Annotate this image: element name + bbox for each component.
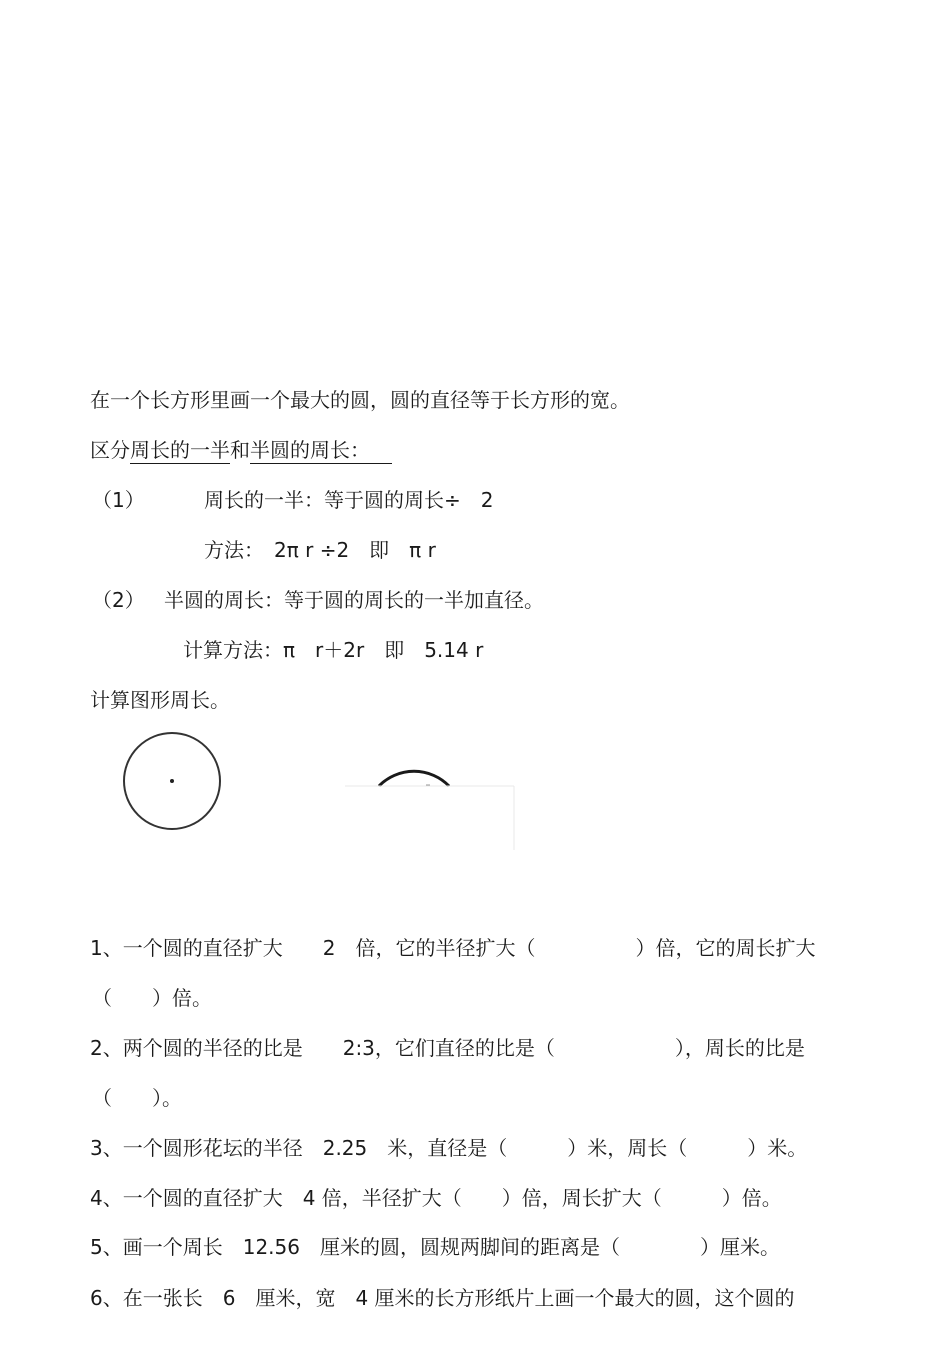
distinguish-half-perimeter: 周长的一半 (130, 438, 230, 462)
item1-method: 方法： 2π r ÷2 即 π r (204, 538, 436, 562)
question-4: 4、一个圆的直径扩大 4 倍，半径扩大（ ）倍，周长扩大（ ）倍。 (90, 1186, 782, 1210)
question-1-line-1: 1、一个圆的直径扩大 2 倍，它的半径扩大（ ）倍，它的周长扩大 (90, 936, 816, 960)
question-2-line-2: （ ）。 (92, 1086, 182, 1110)
semicircle-figure (340, 728, 520, 853)
item2-number: （2） (92, 588, 145, 612)
question-3: 3、一个圆形花坛的半径 2.25 米，直径是（ ）米，周长（ ）米。 (90, 1136, 808, 1160)
question-5: 5、画一个周长 12.56 厘米的圆，圆规两脚间的距离是（ ）厘米。 (90, 1235, 780, 1259)
circle-figure (118, 728, 228, 836)
semicircle-arc (379, 771, 449, 786)
distinguish-and: 和 (230, 438, 250, 462)
question-2-line-1: 2、两个圆的半径的比是 2:3，它们直径的比是（ ），周长的比是 (90, 1036, 805, 1060)
rule-text: 在一个长方形里画一个最大的圆，圆的直径等于长方形的宽。 (90, 388, 630, 412)
item2-method: 计算方法：π r＋2r 即 5.14 r (183, 638, 484, 662)
circle-center-dot (170, 779, 174, 783)
item2-text: 半圆的周长：等于圆的周长的一半加直径。 (164, 588, 544, 612)
question-6: 6、在一张长 6 厘米，宽 4 厘米的长方形纸片上画一个最大的圆，这个圆的 (90, 1286, 795, 1310)
item1-text: 周长的一半：等于圆的周长÷ 2 (204, 488, 494, 512)
distinguish-prefix: 区分 (90, 438, 130, 462)
distinguish-line (90, 436, 392, 464)
calc-title: 计算图形周长。 (90, 688, 230, 712)
question-1-line-2: （ ）倍。 (92, 986, 212, 1010)
item1-number: （1） (92, 488, 145, 512)
distinguish-semicircle-perimeter: 半圆的周长： (250, 438, 392, 464)
